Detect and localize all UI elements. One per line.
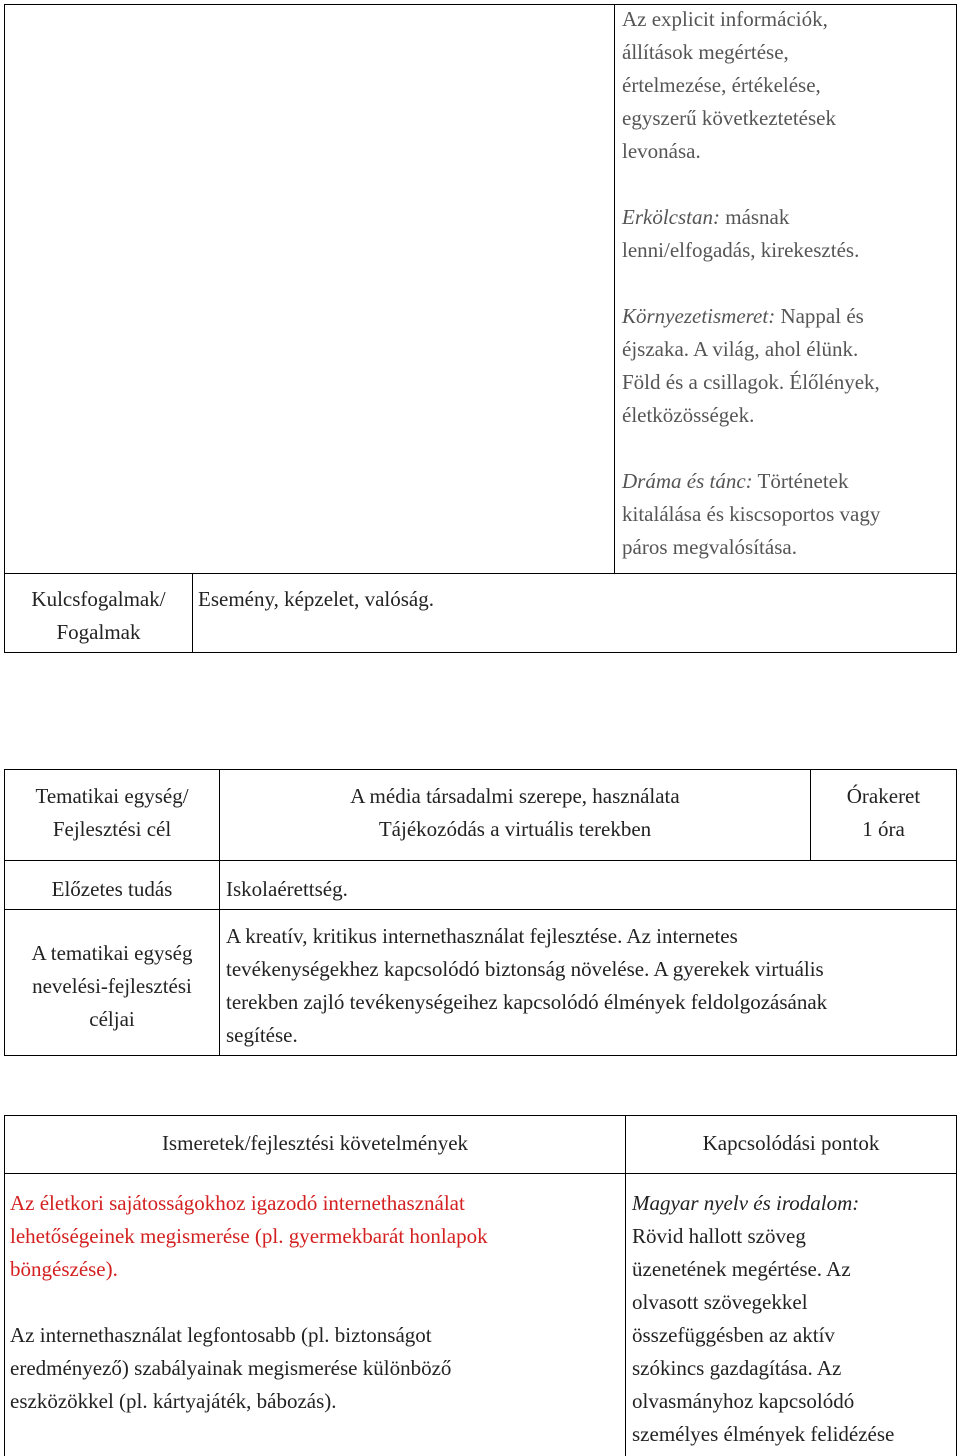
- requirement-line: eredményező) szabályainak megismerése különböző: [10, 1356, 452, 1380]
- environment-subject: Környezetismeret:: [622, 304, 776, 328]
- requirements-header: Ismeretek/fejlesztési követelmények: [161, 1131, 469, 1155]
- requirement-red-line: Az életkori sajátosságokhoz igazodó internethasználat: [10, 1191, 465, 1215]
- ethics-connection: [622, 201, 954, 267]
- requirements-body: [10, 1187, 622, 1418]
- table1-right-content: [622, 3, 954, 564]
- intro-line: egyszerű következtetések: [622, 106, 836, 130]
- table1-left-cell: [4, 4, 615, 574]
- environment-text: éjszaka. A világ, ahol élünk.: [622, 337, 859, 361]
- hours-info: [810, 780, 957, 846]
- drama-text: páros megvalósítása.: [622, 535, 797, 559]
- connection-subject: Magyar nyelv és irodalom:: [632, 1191, 860, 1215]
- connection-line: személyes élmények felidézése: [632, 1422, 895, 1446]
- connections-header: Kapcsolódási pontok: [702, 1131, 880, 1155]
- intro-line: állítások megértése,: [622, 40, 789, 64]
- thematic-label: Tematikai egység/ Fejlesztési cél: [35, 784, 189, 841]
- goals-label: A tematikai egység nevelési-fejlesztési céljai: [31, 941, 193, 1031]
- intro-text: [622, 3, 954, 168]
- connections-body: [632, 1187, 954, 1451]
- key-concepts-label: Kulcsfogalmak/ Fogalmak: [31, 587, 166, 644]
- ethics-subject: Erkölcstan:: [622, 205, 720, 229]
- connection-line: olvasmányhoz kapcsolódó: [632, 1389, 855, 1413]
- prior-knowledge-label: Előzetes tudás: [51, 877, 173, 901]
- connection-line: összefüggésben az aktív: [632, 1323, 835, 1347]
- key-concepts-value: Esemény, képzelet, valóság.: [198, 587, 434, 611]
- environment-text: Föld és a csillagok. Élőlények,: [622, 370, 880, 394]
- connection-line: Rövid hallott szöveg: [632, 1224, 806, 1248]
- hours-label: Órakeret: [846, 784, 921, 808]
- environment-text: életközösségek.: [622, 403, 755, 427]
- environment-connection: [622, 300, 954, 432]
- drama-subject: Dráma és tánc:: [622, 469, 753, 493]
- connection-line: olvasott szövegekkel: [632, 1290, 808, 1314]
- requirement-line: Az internethasználat legfontosabb (pl. biztonságot: [10, 1323, 432, 1347]
- prior-knowledge-value: Iskolaérettség.: [226, 877, 348, 901]
- ethics-text: lenni/elfogadás, kirekesztés.: [622, 238, 860, 262]
- ethics-text: másnak: [719, 205, 790, 229]
- drama-connection: [622, 465, 954, 564]
- connection-line: szókincs gazdagítása. Az: [632, 1356, 842, 1380]
- connection-line: üzenetének megértése. Az: [632, 1257, 851, 1281]
- goals-text: A kreatív, kritikus internethasználat fejlesztése. Az internetes tevékenységekhez kapcsolódó biztonság növelése. A gyerekek virtuális terekben zajló tevékenységeihez kapcsolódó élmények feldolgozásának segítése.: [226, 924, 828, 1047]
- intro-line: levonása.: [622, 139, 701, 163]
- requirement-line: eszközökkel (pl. kártyajáték, bábozás).: [10, 1389, 337, 1413]
- requirement-red-line: lehetőségeinek megismerése (pl. gyermekbarát honlapok: [10, 1224, 488, 1248]
- environment-text: Nappal és: [775, 304, 864, 328]
- hours-value: 1 óra: [862, 817, 905, 841]
- thematic-title: A média társadalmi szerepe, használata Tájékozódás a virtuális terekben: [350, 784, 680, 841]
- intro-line: Az explicit információk,: [622, 7, 828, 31]
- intro-line: értelmezése, értékelése,: [622, 73, 821, 97]
- drama-text: kitalálása és kiscsoportos vagy: [622, 502, 881, 526]
- requirement-red-line: böngészése).: [10, 1257, 118, 1281]
- drama-text: Történetek: [752, 469, 849, 493]
